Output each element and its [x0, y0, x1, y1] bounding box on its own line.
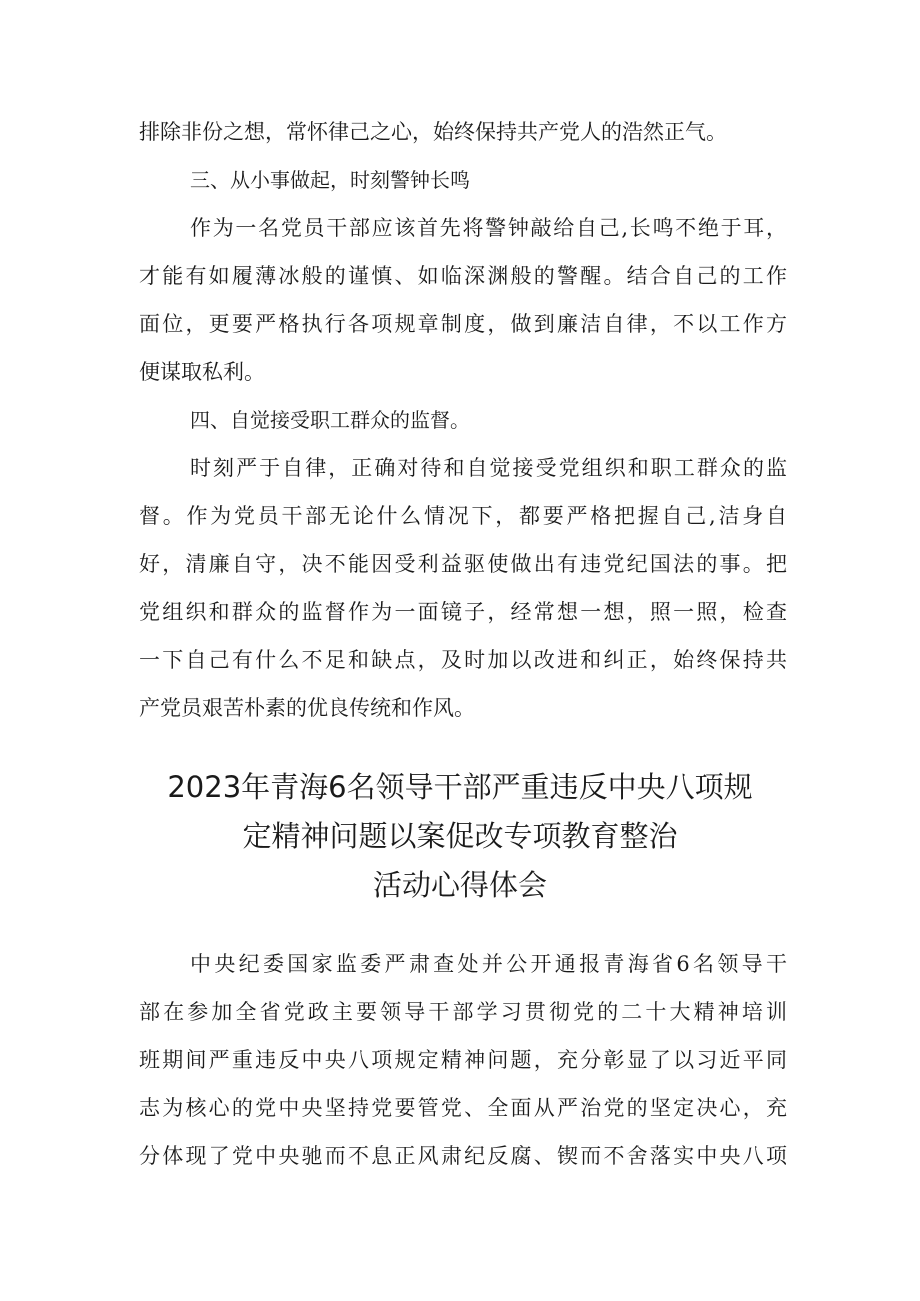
article-title-line: 2023年青海6名领导干部严重违反中央八项规 [167, 770, 753, 804]
paragraph-line: 中央纪委国家监委严肃查处并公开通报青海省6名领导干 [190, 952, 787, 976]
paragraph-line: 党组织和群众的监督作为一面镜子，经常想一想，照一照，检查 [139, 600, 787, 624]
paragraph-line: 好，清廉自守，决不能因受利益驱使做出有违党纪国法的事。把 [139, 552, 787, 576]
paragraph-line: 排除非份之想，常怀律己之心，始终保持共产党人的浩然正气。 [139, 120, 727, 144]
paragraph-line: 时刻严于自律，正确对待和自觉接受党组织和职工群众的监 [190, 456, 787, 480]
paragraph-line: 面位，更要严格执行各项规章制度，做到廉洁自律，不以工作方 [139, 312, 787, 336]
paragraph-line: 产党员艰苦朴素的优良传统和作风。 [139, 696, 475, 720]
paragraph-line: 班期间严重违反中央八项规定精神问题，充分彰显了以习近平同 [139, 1048, 787, 1072]
section-heading-three: 三、从小事做起，时刻警钟长鸣 [190, 168, 470, 192]
paragraph-line: 部在参加全省党政主要领导干部学习贯彻党的二十大精神培训 [139, 1000, 787, 1024]
section-heading-four: 四、自觉接受职工群众的监督。 [190, 408, 470, 432]
paragraph-line: 志为核心的党中央坚持党要管党、全面从严治党的坚定决心，充 [139, 1096, 787, 1120]
paragraph-line: 一下自己有什么不足和缺点，及时加以改进和纠正，始终保持共 [139, 648, 787, 672]
paragraph-line: 才能有如履薄冰般的谨慎、如临深渊般的警醒。结合自己的工作 [139, 264, 787, 288]
paragraph-line: 作为一名党员干部应该首先将警钟敲给自己,长鸣不绝于耳， [190, 216, 787, 240]
paragraph-line: 分体现了党中央驰而不息正风肃纪反腐、锲而不舍落实中央八项 [139, 1144, 787, 1168]
article-title-line: 活动心得体会 [372, 868, 547, 902]
paragraph-line: 督。作为党员干部无论什么情况下，都要严格把握自己,洁身自 [139, 504, 787, 528]
paragraph-line: 便谋取私利。 [139, 360, 265, 384]
article-title-line: 定精神问题以案促改专项教育整治 [242, 819, 678, 853]
